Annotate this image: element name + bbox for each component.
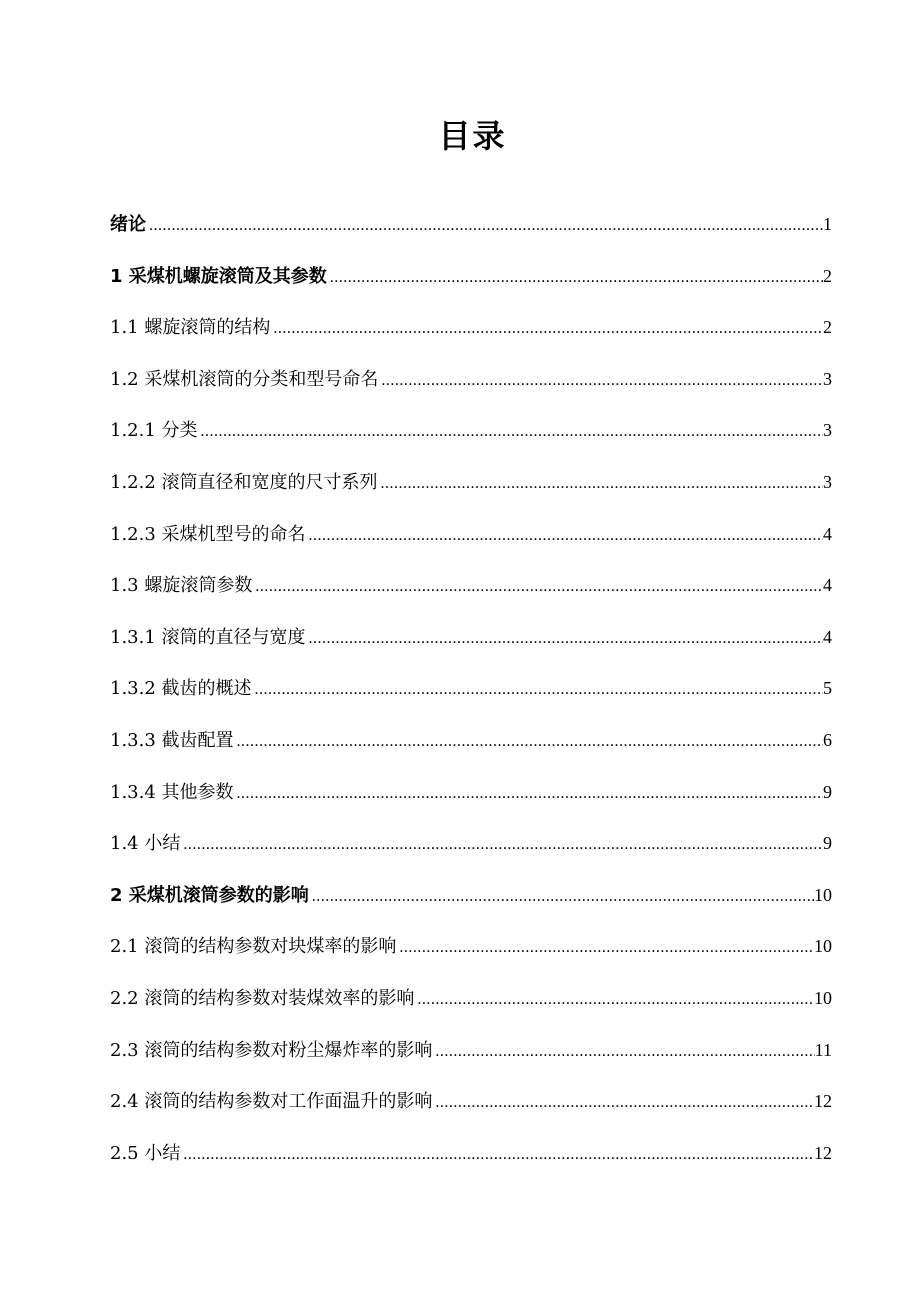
toc-entry-label: 1.2.3 采煤机型号的命名 — [110, 523, 306, 545]
toc-page-number: 4 — [823, 626, 832, 647]
toc-entry-label: 1.3.4 其他参数 — [110, 781, 234, 803]
toc-page-number: 3 — [823, 471, 832, 492]
toc-entry[interactable] — [110, 928, 832, 980]
toc-entry[interactable] — [110, 464, 832, 516]
toc-entry[interactable] — [110, 206, 832, 258]
toc-dot-leader — [435, 1085, 814, 1121]
toc-entry[interactable] — [110, 619, 832, 671]
toc-entry-label: 1.3.2 截齿的概述 — [110, 678, 252, 700]
toc-dot-leader — [399, 930, 814, 966]
toc-entry[interactable] — [110, 516, 832, 568]
toc-entry-label: 1.1 螺旋滚筒的结构 — [110, 317, 271, 339]
toc-entry[interactable] — [110, 258, 832, 310]
toc-dot-leader — [201, 414, 823, 450]
toc-entry[interactable] — [110, 309, 832, 361]
toc-page-number: 11 — [814, 1039, 832, 1060]
toc-page-number: 10 — [814, 936, 832, 957]
toc-dot-leader — [381, 363, 823, 399]
toc-entry-label: 2.3 滚筒的结构参数对粉尘爆炸率的影响 — [110, 1039, 433, 1061]
toc-entry[interactable] — [110, 412, 832, 464]
toc-entry-label: 1.3 螺旋滚筒参数 — [110, 575, 253, 597]
toc-dot-leader — [435, 1034, 814, 1070]
toc-entry[interactable] — [110, 1083, 832, 1135]
toc-entry-label: 1 采煤机螺旋滚筒及其参数 — [110, 265, 327, 287]
toc-entry[interactable] — [110, 567, 832, 619]
toc-entry[interactable] — [110, 877, 832, 929]
toc-entry-label: 1.2.1 分类 — [110, 420, 198, 442]
toc-dot-leader — [417, 982, 814, 1018]
toc-dot-leader — [183, 827, 823, 863]
toc-entry[interactable] — [110, 1032, 832, 1084]
toc-entry-label: 绪论 — [110, 214, 146, 235]
toc-entry[interactable] — [110, 1135, 832, 1187]
toc-entry[interactable] — [110, 980, 832, 1032]
page-title: 目录 — [438, 117, 507, 155]
toc-dot-leader — [183, 1137, 814, 1173]
toc-dot-leader — [149, 208, 823, 244]
toc-page-number: 5 — [823, 678, 832, 699]
toc-entry[interactable] — [110, 670, 832, 722]
toc-dot-leader — [309, 518, 823, 554]
toc-dot-leader — [255, 569, 823, 605]
toc-page-number: 9 — [823, 833, 832, 854]
toc-entry-label: 1.3.1 滚筒的直径与宽度 — [110, 626, 306, 648]
toc-page-number: 1 — [823, 214, 832, 234]
toc-entry-label: 2 采煤机滚筒参数的影响 — [110, 884, 309, 906]
toc-entry-label: 1.2.2 滚筒直径和宽度的尺寸系列 — [110, 471, 378, 493]
toc-entry-label: 1.2 采煤机滚筒的分类和型号命名 — [110, 368, 379, 390]
toc-entry[interactable] — [110, 722, 832, 774]
toc-entry-label: 2.4 滚筒的结构参数对工作面温升的影响 — [110, 1091, 433, 1113]
toc-dot-leader — [255, 672, 823, 708]
toc-entry-label: 1.3.3 截齿配置 — [110, 729, 234, 751]
toc-dot-leader — [237, 724, 823, 760]
toc-page-number: 10 — [814, 987, 832, 1008]
toc-dot-leader — [273, 311, 823, 347]
toc-dot-leader — [309, 621, 823, 657]
toc-entry[interactable] — [110, 361, 832, 413]
toc-page-number: 9 — [823, 781, 832, 802]
toc-page-number: 4 — [823, 575, 832, 596]
toc-dot-leader — [312, 879, 814, 915]
toc-dot-leader — [237, 776, 823, 812]
toc-entry[interactable] — [110, 825, 832, 877]
toc-page-number: 4 — [823, 523, 832, 544]
toc-entry-label: 2.5 小结 — [110, 1142, 181, 1164]
toc-entry-label: 1.4 小结 — [110, 833, 181, 855]
toc-page-number: 2 — [823, 265, 832, 286]
toc-page-number: 12 — [814, 1091, 832, 1112]
toc-page-number: 10 — [814, 884, 832, 905]
toc-page-number: 6 — [823, 729, 832, 750]
toc-page-number: 3 — [823, 368, 832, 389]
toc-page-number: 12 — [814, 1142, 832, 1163]
toc-entry-label: 2.1 滚筒的结构参数对块煤率的影响 — [110, 936, 397, 958]
toc-dot-leader — [381, 466, 823, 502]
toc-entry-label: 2.2 滚筒的结构参数对装煤效率的影响 — [110, 987, 415, 1009]
toc-page-number: 2 — [823, 317, 832, 338]
toc-entry[interactable] — [110, 774, 832, 826]
toc-page-number: 3 — [823, 420, 832, 441]
table-of-contents — [110, 206, 832, 1186]
toc-dot-leader — [330, 260, 823, 296]
